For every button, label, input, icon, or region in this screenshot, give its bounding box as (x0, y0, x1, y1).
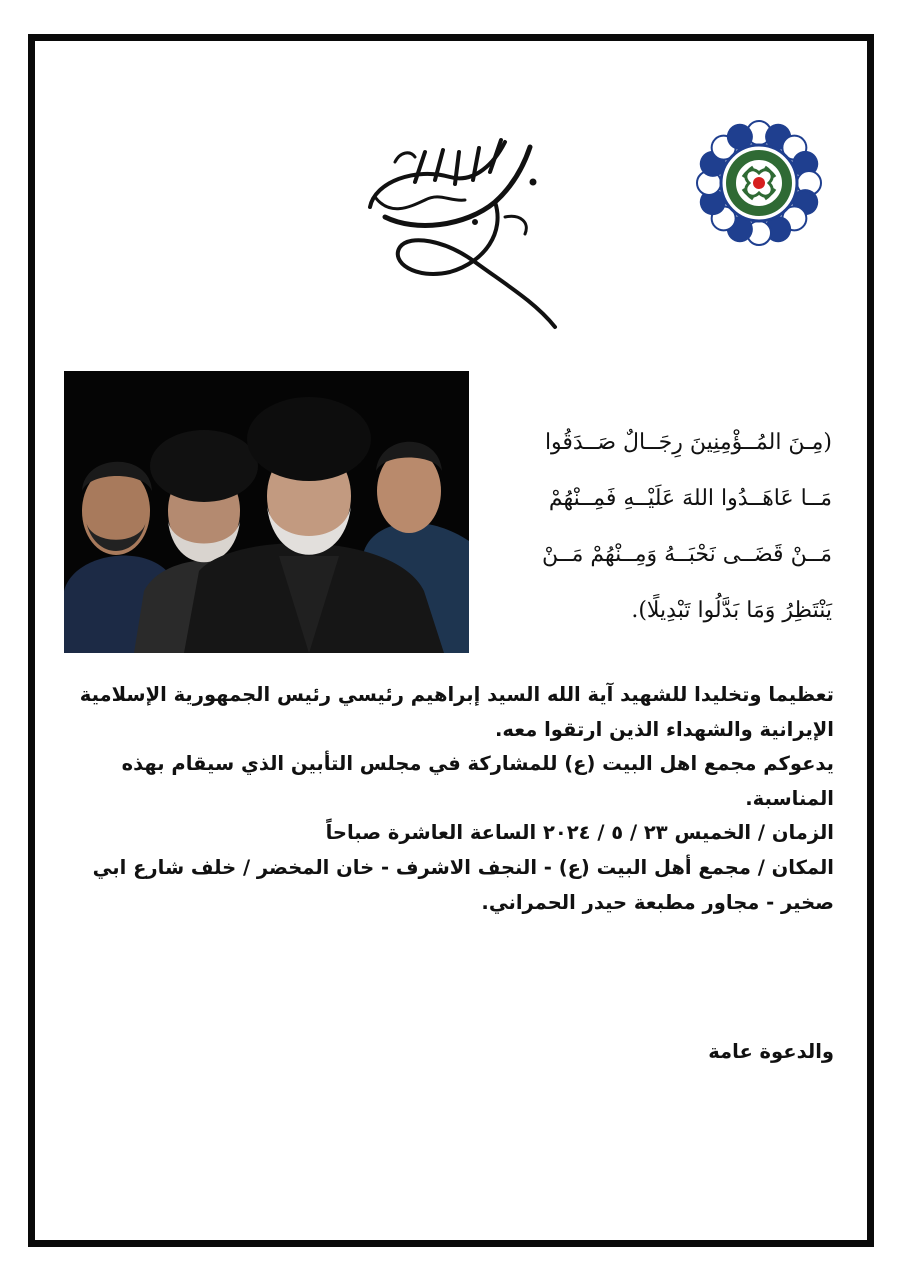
officials-photo (64, 371, 469, 653)
ahl-al-bayt-emblem-icon (696, 120, 822, 246)
location-paragraph: المكان / مجمع أهل البيت (ع) - النجف الاشرف - خان المخضر / خلف شارع ابي صخير - مجاور مطبعة حيدر الحمراني. (92, 855, 834, 914)
verse-line: يَنْتَظِرُ وَمَا بَدَّلُوا تَبْدِيلًا). (631, 598, 832, 623)
verse-line: مَــا عَاهَــدُوا اللهَ عَلَيْــهِ فَمِــنْهُمْ (548, 486, 832, 511)
invitation-paragraph: يدعوكم مجمع اهل البيت (ع) للمشاركة في مجلس التأبين الذي سيقام بهذه المناسبة. (121, 752, 834, 810)
verse-line: مَــنْ قَضَــى نَحْبَــهُ وَمِــنْهُمْ مَــنْ (541, 542, 832, 567)
basmala-calligraphy-icon (355, 122, 565, 337)
closing-line: والدعوة عامة (708, 1040, 834, 1063)
invitation-body (78, 678, 834, 920)
quranic-verse (480, 415, 832, 639)
verse-line: (مِـنَ المُــؤْمِنِينَ رِجَــالٌ صَــدَقُوا (544, 430, 832, 455)
time-paragraph: الزمان / الخميس ٢٣ / ٥ / ٢٠٢٤ الساعة العاشرة صباحاً (325, 821, 834, 845)
officials-portrait-icon (64, 371, 469, 653)
tribute-paragraph: تعظيما وتخليدا للشهيد آية الله السيد إبراهيم رئيسي رئيس الجمهورية الإسلامية الإيرانية والشهداء الذين ارتقوا معه. (79, 683, 834, 741)
